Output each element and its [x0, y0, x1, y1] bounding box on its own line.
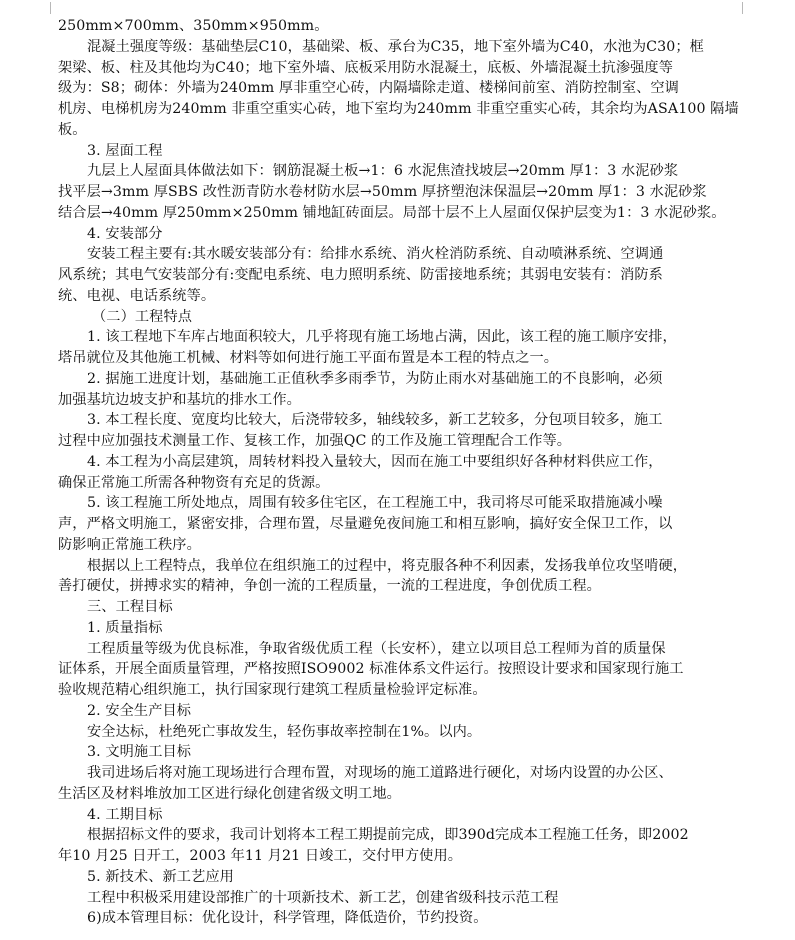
text-line: 3. 文明施工目标 — [87, 744, 192, 761]
text-line: （二）工程特点 — [92, 308, 193, 325]
text-line: 过程中应加强技术测量工作、复核工作，加强QC 的工作及施工管理配合工作等。 — [58, 433, 572, 449]
text-line: 找平层→3mm 厚SBS 改性沥青防水卷材防水层→50mm 厚挤塑泡沫保温层→20mm 厚1：3 水泥砂浆 — [58, 184, 707, 200]
text-line: 4. 工期目标 — [87, 806, 163, 823]
text-line: 塔吊就位及其他施工机械、材料等如何进行施工平面布置是本工程的特点之一。 — [58, 350, 559, 366]
text-line: 生活区及材料堆放加工区进行绿化创建省级文明工地。 — [58, 785, 401, 802]
text-line: 统、电视、电话系统等。 — [58, 287, 216, 304]
text-line: 级为：S8；砌体：外墙为240mm 厚非重空心砖，内隔墙除走道、楼梯间前室、消防控制室、空调 — [58, 80, 679, 97]
text-line: 板。 — [58, 121, 87, 138]
text-line: 混凝土强度等级：基础垫层C10，基础梁、板、承台为C35，地下室外墙为C40，水池为C30；框 — [87, 38, 704, 55]
text-line: 九层上人屋面具体做法如下：钢筋混凝土板→1：6 水泥焦渣找坡层→20mm 厚1：3 水泥砂浆 — [87, 163, 679, 180]
text-line: 2. 据施工进度计划，基础施工正值秋季多雨季节，为防止雨水对基础施工的不良影响，必须 — [87, 370, 663, 387]
page-corner-mark-left — [40, 2, 51, 14]
text-line: 年10 月25 日开工，2003 年11 月21 日竣工，交付甲方使用。 — [58, 848, 463, 864]
text-line: 3. 屋面工程 — [87, 142, 163, 159]
text-line: 1. 该工程地下车库占地面积较大，几乎将现有施工场地占满，因此，该工程的施工顺序安排， — [87, 329, 677, 346]
page-corner-mark-right — [742, 2, 753, 14]
text-line: 3. 本工程长度、宽度均比较大，后浇带较多，轴线较多，新工艺较多，分包项目较多，施工 — [87, 412, 663, 429]
text-line: 风系统；其电气安装部分有:变配电系统、电力照明系统、防雷接地系统；其弱电安装有：消防系 — [58, 267, 663, 283]
text-line: 4. 安装部分 — [87, 225, 163, 242]
text-line: 善打硬仗，拼搏求实的精神，争创一流的工程质量，一流的工程进度，争创优质工程。 — [58, 578, 601, 595]
text-line: 确保正常施工所需各种物资有充足的货源。 — [58, 474, 330, 491]
document-body — [58, 16, 748, 929]
text-line: 根据以上工程特点，我单位在组织施工的过程中，将克服各种不利因素，发扬我单位攻坚啃硬， — [87, 557, 688, 574]
text-line: 安装工程主要有:其水暖安装部分有：给排水系统、消火栓消防系统、自动喷淋系统、空调通 — [87, 246, 664, 263]
text-line: 4. 本工程为小高层建筑，周转材料投入量较大，因而在施工中要组织好各种材料供应工作， — [87, 453, 663, 470]
text-line: 5. 新技术、新工艺应用 — [87, 868, 234, 885]
text-line: 防影响正常施工秩序。 — [58, 536, 201, 553]
text-line: 250mm×700mm、350mm×950mm。 — [58, 18, 329, 34]
text-line: 2. 安全生产目标 — [87, 702, 192, 719]
text-line: 架梁、板、柱及其他均为C40；地下室外墙、底板采用防水混凝土，底板、外墙混凝土抗渗强度等 — [58, 59, 673, 76]
text-line: 三、工程目标 — [87, 599, 173, 615]
text-line: 声，严格文明施工，紧密安排，合理布置，尽量避免夜间施工和相互影响，搞好安全保卫工作，以 — [58, 516, 673, 532]
text-line: 安全达标，杜绝死亡事故发生，轻伤事故率控制在1%。以内。 — [87, 723, 482, 740]
text-line: 证体系，开展全面质量管理，严格按照ISO9002 标准体系文件运行。按照设计要求和国家现行施工 — [58, 661, 684, 678]
text-line: 6)成本管理目标：优化设计，科学管理，降低造价，节约投资。 — [87, 910, 488, 927]
text-line: 我司进场后将对施工现场进行合理布置，对现场的施工道路进行硬化，对场内设置的办公区、 — [87, 765, 673, 781]
text-line: 工程中积极采用建设部推广的十项新技术、新工艺，创建省级科技示范工程 — [87, 889, 559, 906]
text-line: 5. 该工程施工所处地点，周围有较多住宅区，在工程施工中，我司将尽可能采取措施减小噪 — [87, 495, 663, 512]
text-line: 工程质量等级为优良标准，争取省级优质工程（长安杯），建立以项目总工程师为首的质量保 — [87, 640, 666, 657]
text-line: 加强基坑边坡支护和基坑的排水工作。 — [58, 391, 301, 408]
text-line: 1. 质量指标 — [87, 619, 163, 636]
text-line: 机房、电梯机房为240mm 非重空重实心砖，地下室均为240mm 非重空重实心砖，其余均为ASA100 隔墙 — [58, 101, 739, 117]
text-line: 验收规范精心组织施工，执行国家现行建筑工程质量检验评定标准。 — [58, 682, 487, 698]
text-line: 根据招标文件的要求，我司计划将本工程工期提前完成，即390d完成本工程施工任务，即2002 — [87, 827, 689, 844]
text-line: 结合层→40mm 厚250mm×250mm 铺地缸砖面层。局部十层不上人屋面仅保护层变为1：3 水泥砂浆。 — [58, 204, 726, 221]
